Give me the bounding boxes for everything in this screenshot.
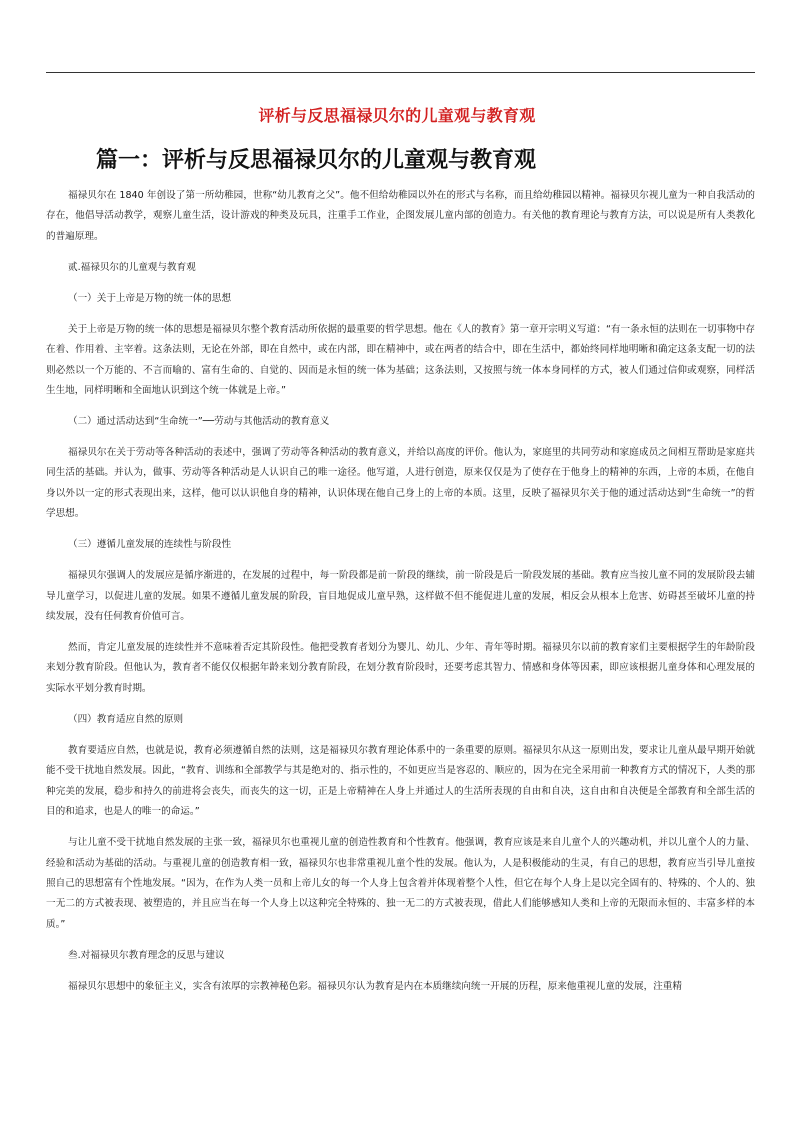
subsection-heading: （四）教育适应自然的原则: [68, 713, 184, 725]
body-paragraph: 福禄贝尔在 1840 年创设了第一所幼稚园，世称“幼儿教育之父”。他不但给幼稚园以外在的形式与名称，而且给幼稚园以精神。福禄贝尔视儿童为一种自我活动的存在，他倡导活动教学，观察儿童生活，设计游戏的种类及玩具，注重手工作业，企图发展儿童内部的创造力。有关他的教育理论与教育方法，可以说是所有人类教化的普遍原理。: [46, 190, 755, 242]
section-heading: 贰.福禄贝尔的儿童观与教育观: [68, 261, 196, 273]
body-paragraph: 教育要适应自然，也就是说，教育必须遵循自然的法则，这是福禄贝尔教育理论体系中的一条重要的原则。福禄贝尔从这一原则出发，要求让儿童从最早期开始就能不受干扰地自然发展。因此，“教育、训练和全部教学与其是绝对的、指示性的，不如更应当是容忍的、顺应的，因为在完全采用前一种教育方式的情况下，人类的那种完美的发展，稳步和持久的前进将会丧失，而丧失的这一切，正是上帝精神在人身上并通过人的生活所表现的自由和自决，这自由和自决便是全部教育和全部生活的目的和追求，也是人的唯一的命运。”: [46, 744, 755, 818]
document-title: 评析与反思福禄贝尔的儿童观与教育观: [258, 106, 536, 125]
section-heading: 叁.对福禄贝尔教育理念的反思与建议: [68, 949, 225, 961]
body-paragraph: 与让儿童不受干扰地自然发展的主张一致，福禄贝尔也重视儿童的创造性教育和个性教育。他强调，教育应该是来自儿童个人的兴趣动机，并以儿童个人的力量、经验和活动为基础的活动。与重视儿童的创造教育相一致，福禄贝尔也非常重视儿童个性的发展。他认为，人是积极能动的生灵，有自己的思想，教育应当引导儿童按照自己的思想富有个性地发展。“因为，在作为人类一员和上帝儿女的每一个人身上包含着并体现着整个人性，但它在每个人身上是以完全固有的、特殊的、个人的、独一无二的方式被表现、被塑造的，并且应当在每一个人身上以这种完全特殊的、独一无二的方式被表现，借此人们能够感知人类和上帝的无限而永恒的、丰富多样的本质。”: [46, 837, 755, 930]
header-rule: [46, 72, 755, 73]
subsection-heading: （二）通过活动达到“生命统一”──劳动与其他活动的教育意义: [68, 416, 330, 428]
page-bottom-mask: [0, 996, 794, 1123]
chapter-title: 篇一：评析与反思福禄贝尔的儿童观与教育观: [96, 147, 537, 173]
body-paragraph: 福禄贝尔在关于劳动等各种活动的表述中，强调了劳动等各种活动的教育意义，并给以高度的评价。他认为，家庭里的共同劳动和家庭成员之间相互帮助是家庭共同生活的基础。并认为，做事、劳动等各种活动是人认识自己的唯一途径。他写道，人进行创造，原来仅仅是为了使存在于他身上的精神的东西，上帝的本质，在他自身以外以一定的形式表现出来，这样，他可以认识他自身的精神，认识体现在他自己身上的上帝的本质。这里，反映了福禄贝尔关于他的通过活动达到“生命统一”的哲学思想。: [46, 447, 755, 520]
subsection-heading: （三）遵循儿童发展的连续性与阶段性: [68, 539, 232, 551]
body-paragraph: 福禄贝尔强调人的发展应是循序渐进的，在发展的过程中，每一阶段都是前一阶段的继续，前一阶段是后一阶段发展的基础。教育应当按儿童不同的发展阶段去辅导儿童学习，以促进儿童的发展。如果不遵循儿童发展的阶段，盲目地促成儿童早熟，这样做不但不能促进儿童的发展，相反会从根本上危害、妨碍甚至破坏儿童的持续发展，没有任何教育价值可言。: [46, 570, 755, 623]
body-paragraph: 关于上帝是万物的统一体的思想是福禄贝尔整个教育活动所依据的最重要的哲学思想。他在《人的教育》第一章开宗明义写道：“有一条永恒的法则在一切事物中存在着、作用着、主宰着。这条法则，无论在外部，即在自然中，或在内部，即在精神中，或在两者的结合中，即在生活中，都始终同样地明晰和确定这条支配一切的法则必然以一个万能的、不言而喻的、富有生命的、自觉的、因而是永恒的统一体为基础；这条法则，又按照与统一体本身同样的方式，被人们通过信仰或观察，同样活生生地，同样明晰和全面地认识到这个统一体就是上帝。”: [46, 323, 755, 397]
subsection-heading: （一）关于上帝是万物的统一体的思想: [68, 292, 232, 304]
body-paragraph: 福禄贝尔思想中的象征主义，实含有浓厚的宗教神秘色彩。福禄贝尔认为教育是内在本质继续向统一开展的历程，原来他重视儿童的发展，注重精: [68, 980, 682, 992]
document-body: [46, 186, 755, 1008]
body-paragraph: 然而，肯定儿童发展的连续性并不意味着否定其阶段性。他把受教育者划分为婴儿、幼儿、少年、青年等时期。福禄贝尔以前的教育家们主要根据学生的年龄阶段来划分教育阶段。但他认为，教育者不能仅仅根据年龄来划分教育阶段，在划分教育阶段时，还要考虑其智力、情感和身体等因素，即应该根据儿童身体和心理发展的实际水平划分教育时期。: [46, 642, 755, 694]
